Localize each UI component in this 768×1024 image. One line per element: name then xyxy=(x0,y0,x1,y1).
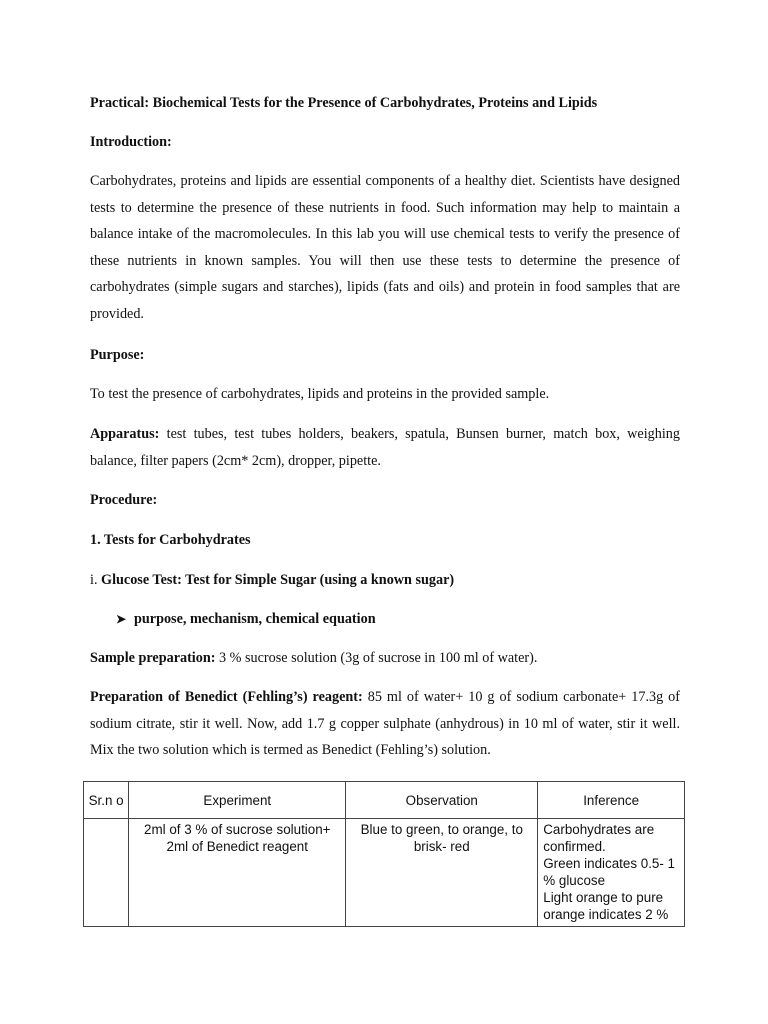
apparatus-label: Apparatus: xyxy=(90,426,160,442)
reagent-preparation-label: Preparation of Benedict (Fehling’s) reagent: xyxy=(90,689,363,705)
inference-content xyxy=(543,821,679,923)
cell-observation: Blue to green, to orange, to brisk- red xyxy=(346,819,538,927)
inference-line: Carbohydrates are confirmed. xyxy=(543,822,655,854)
header-srno: Sr.n o xyxy=(84,782,129,819)
glucose-test-heading xyxy=(90,567,680,594)
document-title: Practical: Biochemical Tests for the Presence of Carbohydrates, Proteins and Lipids xyxy=(90,95,598,111)
table-row xyxy=(84,819,685,927)
sample-preparation-paragraph xyxy=(90,645,680,672)
table-header-row xyxy=(84,782,685,819)
introduction-heading: Introduction: xyxy=(90,134,172,150)
purpose-paragraph: To test the presence of carbohydrates, lipids and proteins in the provided sample. xyxy=(90,386,550,402)
apparatus-text: test tubes, test tubes holders, beakers, spatula, Bunsen burner, match box, weighing balance, filter papers (2cm* 2cm), dropper, pipette. xyxy=(90,426,680,469)
section-carbohydrates-heading: 1. Tests for Carbohydrates xyxy=(90,532,251,548)
purpose-heading: Purpose: xyxy=(90,347,145,363)
glucose-test-title: Glucose Test: Test for Simple Sugar (using a known sugar) xyxy=(101,572,455,588)
cell-inference xyxy=(538,819,685,927)
header-observation: Observation xyxy=(346,782,538,819)
bullet-text: purpose, mechanism, chemical equation xyxy=(134,611,376,627)
arrow-bullet-icon: ➤ xyxy=(116,612,127,626)
inference-line: Green indicates 0.5- 1 % glucose xyxy=(543,856,675,888)
header-inference: Inference xyxy=(538,782,685,819)
observation-table xyxy=(83,781,685,927)
sub-item-number: i. xyxy=(90,572,102,588)
apparatus-paragraph xyxy=(90,421,680,474)
reagent-preparation-paragraph xyxy=(90,684,680,764)
header-experiment: Experiment xyxy=(129,782,346,819)
sample-preparation-text: 3 % sucrose solution (3g of sucrose in 100 ml of water). xyxy=(215,650,538,666)
bullet-item xyxy=(116,608,376,630)
sample-preparation-label: Sample preparation: xyxy=(90,650,216,666)
introduction-paragraph: Carbohydrates, proteins and lipids are essential components of a healthy diet. Scientists have designed tests to determine the presence of these nutrients in food. Such information may help to maintain a balance intake of the macromolecules. In this lab you will use chemical tests to verify the presence of these nutrients in known samples. You will then use these tests to determine the presence of carbohydrates (simple sugars and starches), lipids (fats and oils) and protein in food samples that are provided. xyxy=(90,173,680,322)
cell-experiment: 2ml of 3 % of sucrose solution+ 2ml of Benedict reagent xyxy=(129,819,346,927)
procedure-heading: Procedure: xyxy=(90,492,158,508)
inference-line: Light orange to pure orange indicates 2 % xyxy=(543,890,669,922)
cell-srno xyxy=(84,819,129,927)
reagent-preparation-text: 85 ml of water+ 10 g of sodium carbonate+ 17.3g of sodium citrate, stir it well. Now, add 1.7 g copper sulphate (anhydrous) in 10 ml of water, stir it well. Mix the two solution which is termed as Benedict (Fehling’s) solution. xyxy=(90,689,681,758)
